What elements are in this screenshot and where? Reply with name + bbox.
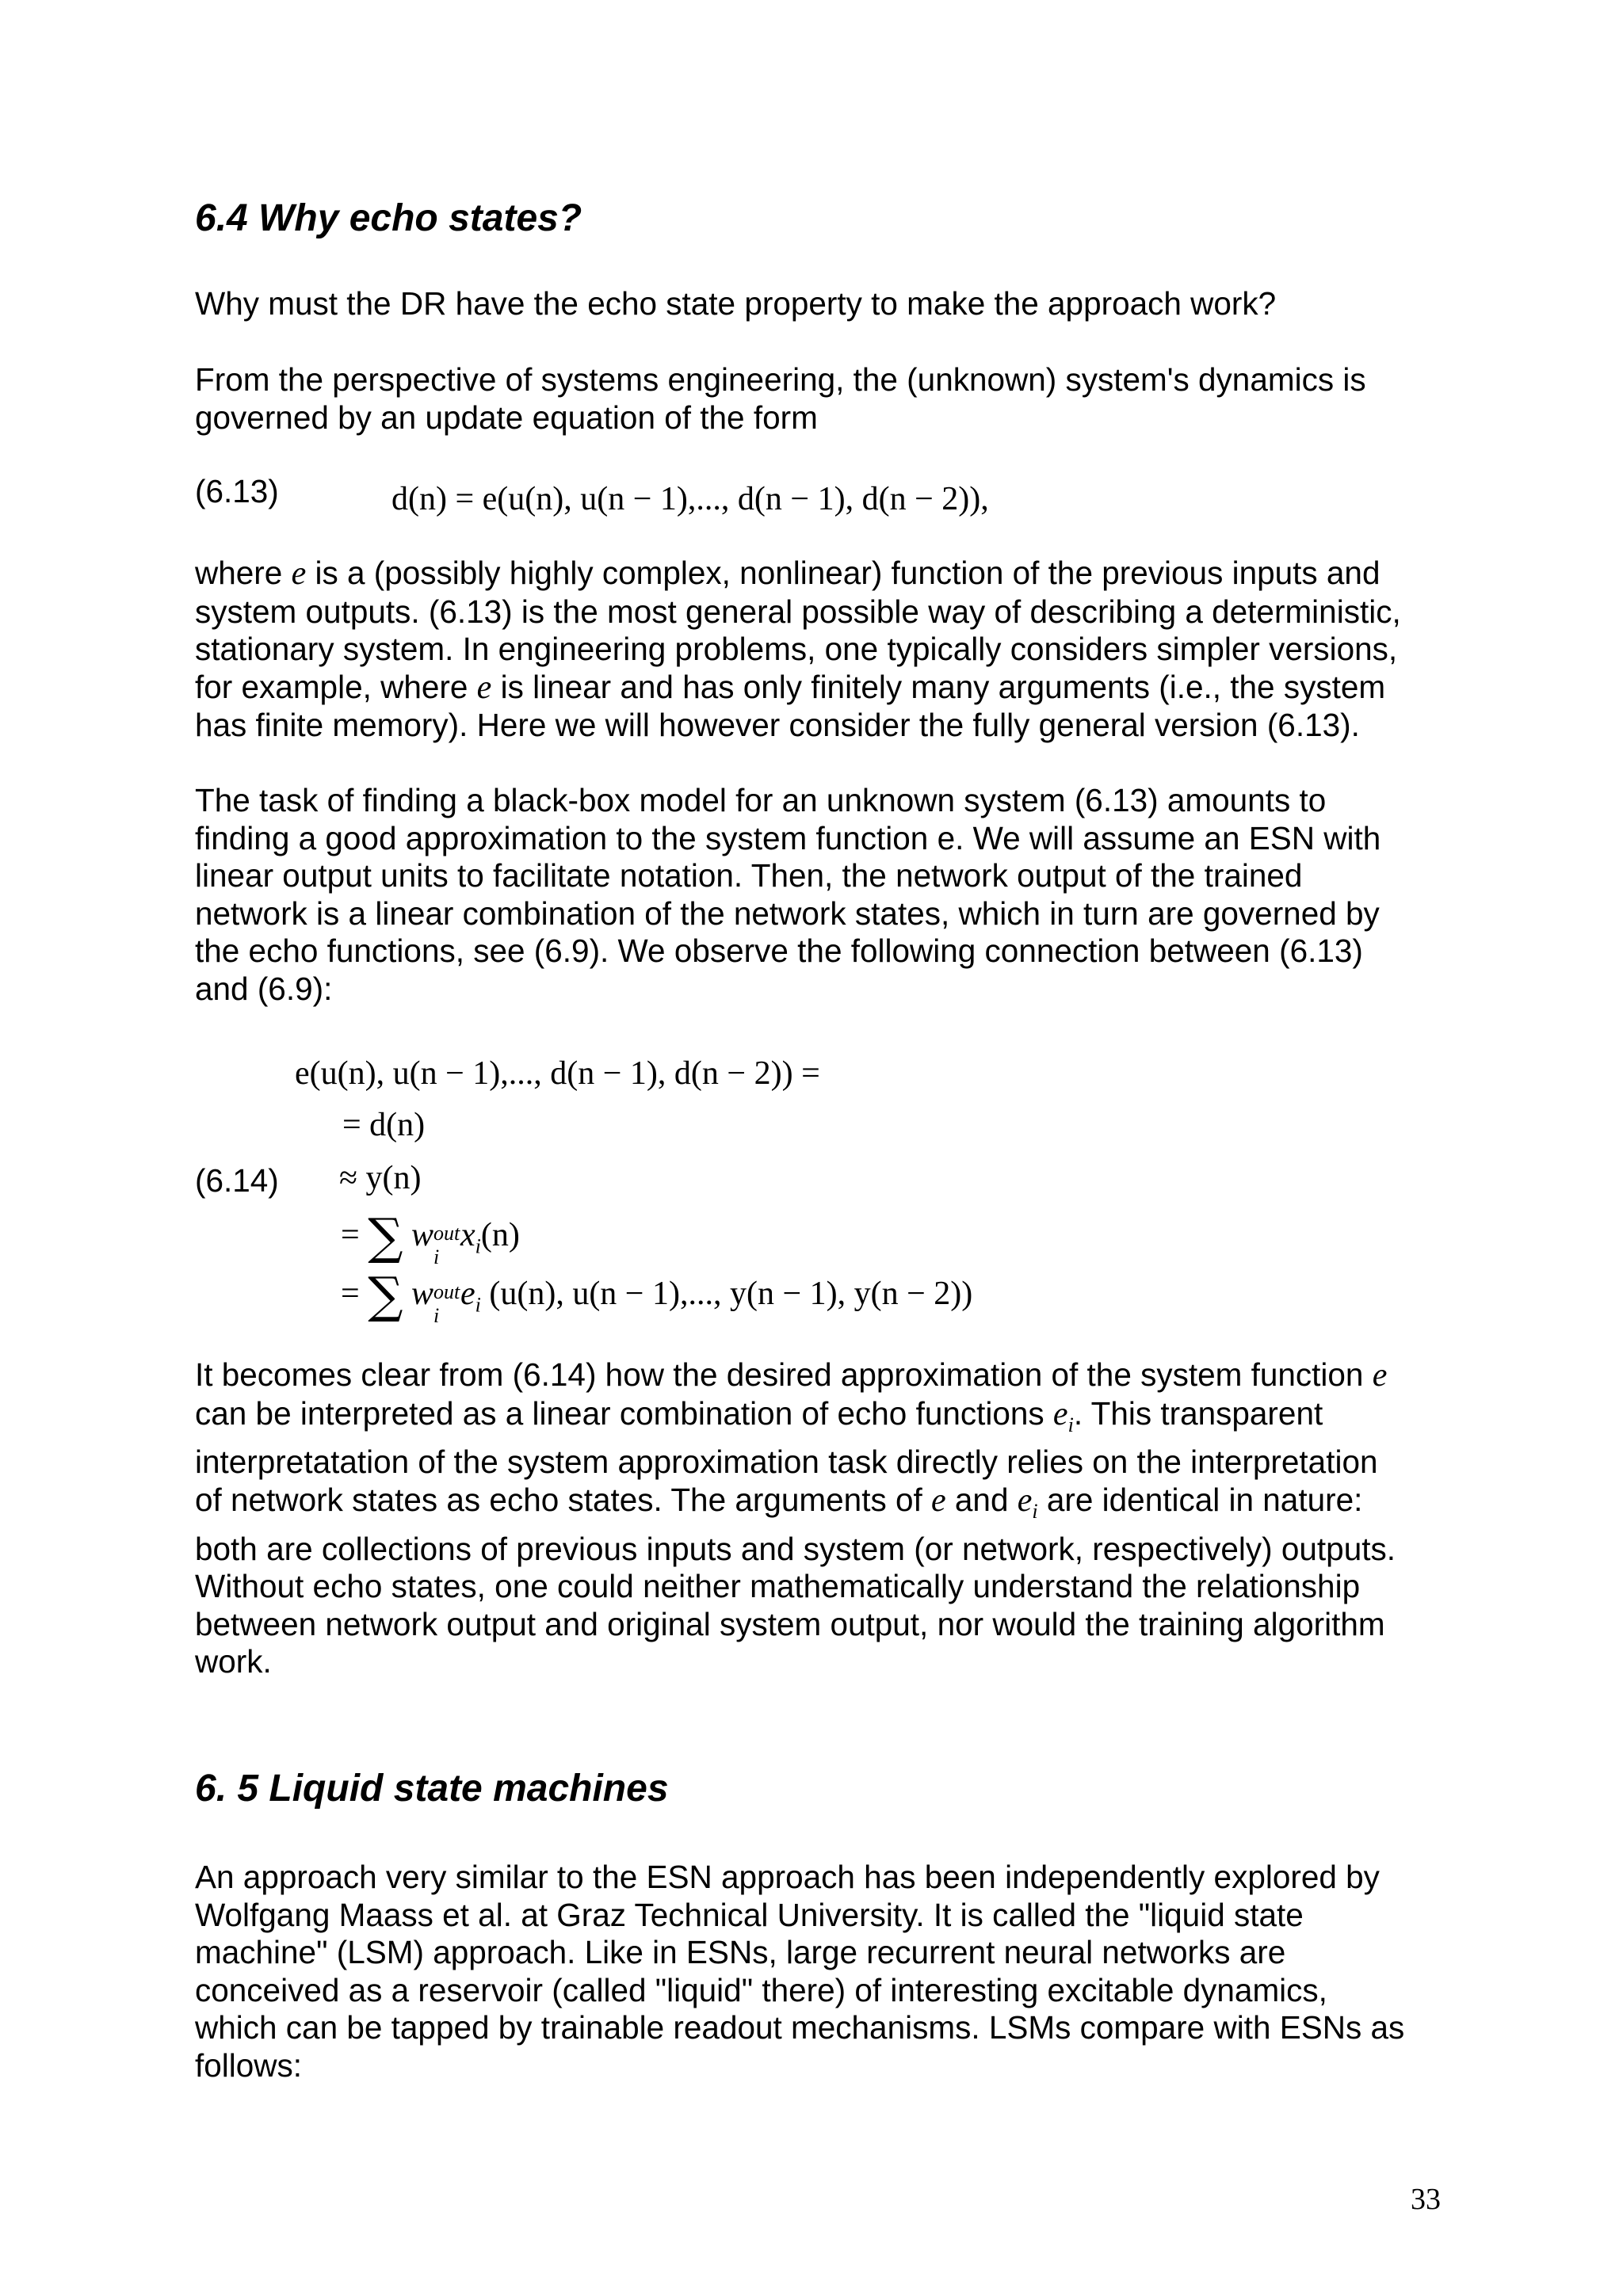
section-heading-6-4: 6.4 Why echo states? bbox=[195, 197, 582, 239]
equation-6-13: d(n) = e(u(n), u(n − 1),..., d(n − 1), d(n − 2)), bbox=[391, 481, 989, 517]
text-line: and (6.9): bbox=[195, 970, 333, 1007]
text-line bbox=[195, 1482, 1447, 1531]
text-line: between network output and original system output, nor would the training algorithm bbox=[195, 1605, 1385, 1642]
text-line: work. bbox=[195, 1643, 272, 1680]
text-line bbox=[195, 1395, 1447, 1444]
equals-sign: = bbox=[341, 1276, 360, 1312]
text-line: From the perspective of systems engineering, the (unknown) system's dynamics is bbox=[195, 361, 1366, 398]
equation-6-14-row-5 bbox=[341, 1266, 973, 1327]
text-fragment: . This transparent bbox=[1073, 1394, 1323, 1432]
subscript: i bbox=[433, 1245, 440, 1268]
text-fragment: are identical in nature: bbox=[1037, 1481, 1363, 1518]
text-fragment: is linear and has only finitely many arguments (i.e., the system bbox=[491, 668, 1386, 705]
text-line: system outputs. (6.13) is the most general possible way of describing a deterministic, bbox=[195, 593, 1401, 630]
text-line: conceived as a reservoir (called "liquid" there) of interesting excitable dynamics, bbox=[195, 1971, 1327, 2008]
math-symbol-e: e bbox=[291, 555, 307, 592]
text-line: Wolfgang Maass et al. at Graz Technical University. It is called the "liquid state bbox=[195, 1896, 1304, 1933]
text-line: interpretatation of the system approximation task directly relies on the interpretation bbox=[195, 1444, 1378, 1481]
intro-paragraph bbox=[195, 361, 1447, 437]
subscript: i bbox=[475, 1234, 481, 1258]
equation-6-14-row-2: = d(n) bbox=[342, 1107, 426, 1143]
text-fragment: It becomes clear from (6.14) how the desired approximation of the system function bbox=[195, 1356, 1373, 1393]
equation-label-6-14: (6.14) bbox=[195, 1162, 279, 1199]
text-line: has finite memory). Here we will however consider the fully general version (6.13). bbox=[195, 707, 1360, 744]
section-heading-6-5: 6. 5 Liquid state machines bbox=[195, 1768, 669, 1810]
text-line bbox=[195, 555, 1447, 593]
text-line: Why must the DR have the echo state property to make the approach work? bbox=[195, 285, 1277, 322]
weight-symbol: w bbox=[411, 1217, 433, 1253]
math-symbol-e: e bbox=[1372, 1357, 1388, 1394]
text-line: linear output units to facilitate notation. Then, the network output of the trained bbox=[195, 857, 1303, 894]
paragraph-5 bbox=[195, 1859, 1447, 2085]
paragraph-2 bbox=[195, 555, 1447, 745]
text-line: governed by an update equation of the form bbox=[195, 399, 818, 436]
text-line: Without echo states, one could neither mathematically understand the relationship bbox=[195, 1568, 1361, 1605]
text-line: the echo functions, see (6.9). We observe the following connection between (6.13) bbox=[195, 933, 1363, 970]
text-line: machine" (LSM) approach. Like in ESNs, large recurrent neural networks are bbox=[195, 1934, 1286, 1971]
text-line: stationary system. In engineering problems, one typically considers simpler versions, bbox=[195, 631, 1398, 668]
text-line: finding a good approximation to the system function e. We will assume an ESN with bbox=[195, 819, 1381, 856]
text-line: which can be tapped by trainable readout mechanisms. LSMs compare with ESNs as bbox=[195, 2009, 1405, 2046]
superscript: out bbox=[433, 1280, 460, 1303]
question-paragraph bbox=[195, 285, 1447, 323]
paragraph-3 bbox=[195, 782, 1447, 1009]
math-symbol-e: e bbox=[931, 1482, 946, 1519]
text-line bbox=[195, 1356, 1447, 1395]
argument: (n) bbox=[480, 1217, 520, 1253]
subscript: i bbox=[1067, 1413, 1074, 1436]
text-line: The task of finding a black-box model for an unknown system (6.13) amounts to bbox=[195, 782, 1327, 818]
summation-symbol: ∑ bbox=[368, 1207, 403, 1265]
weight-indices bbox=[433, 1274, 460, 1327]
equation-6-14-row-4 bbox=[341, 1207, 520, 1268]
text-fragment: for example, where bbox=[195, 668, 477, 705]
text-fragment: where bbox=[195, 555, 292, 591]
weight-symbol: w bbox=[411, 1276, 433, 1312]
equals-sign: = bbox=[341, 1217, 360, 1253]
text-line: follows: bbox=[195, 2046, 303, 2084]
subscript: i bbox=[475, 1293, 481, 1317]
text-fragment: can be interpreted as a linear combination of echo functions bbox=[195, 1394, 1053, 1432]
text-fragment: and bbox=[945, 1481, 1018, 1518]
equation-6-14-row-1: e(u(n), u(n − 1),..., d(n − 1), d(n − 2)) = bbox=[295, 1055, 820, 1092]
page-number: 33 bbox=[1411, 2183, 1441, 2216]
text-line: both are collections of previous inputs and system (or network, respectively) outputs. bbox=[195, 1530, 1396, 1567]
subscript: i bbox=[433, 1304, 440, 1327]
text-fragment: of network states as echo states. The arguments of bbox=[195, 1481, 931, 1518]
math-symbol-e: e bbox=[476, 669, 492, 706]
math-symbol-e: e bbox=[1052, 1395, 1068, 1432]
text-line: network is a linear combination of the network states, which in turn are governed by bbox=[195, 894, 1380, 932]
superscript: out bbox=[433, 1222, 460, 1245]
argument: (u(n), u(n − 1),..., y(n − 1), y(n − 2)) bbox=[480, 1276, 973, 1312]
state-symbol: x bbox=[460, 1217, 475, 1253]
summation-symbol: ∑ bbox=[368, 1266, 403, 1324]
text-line: An approach very similar to the ESN approach has been independently explored by bbox=[195, 1859, 1380, 1895]
weight-indices bbox=[433, 1215, 460, 1268]
text-line bbox=[195, 669, 1447, 707]
math-symbol-e: e bbox=[1017, 1482, 1033, 1519]
echo-function-symbol: e bbox=[460, 1276, 475, 1312]
text-fragment: is a (possibly highly complex, nonlinear) function of the previous inputs and bbox=[306, 555, 1381, 591]
subscript: i bbox=[1032, 1499, 1038, 1523]
paragraph-4 bbox=[195, 1356, 1447, 1681]
equation-6-14-row-3: ≈ y(n) bbox=[339, 1160, 422, 1196]
equation-label-6-13: (6.13) bbox=[195, 473, 279, 509]
